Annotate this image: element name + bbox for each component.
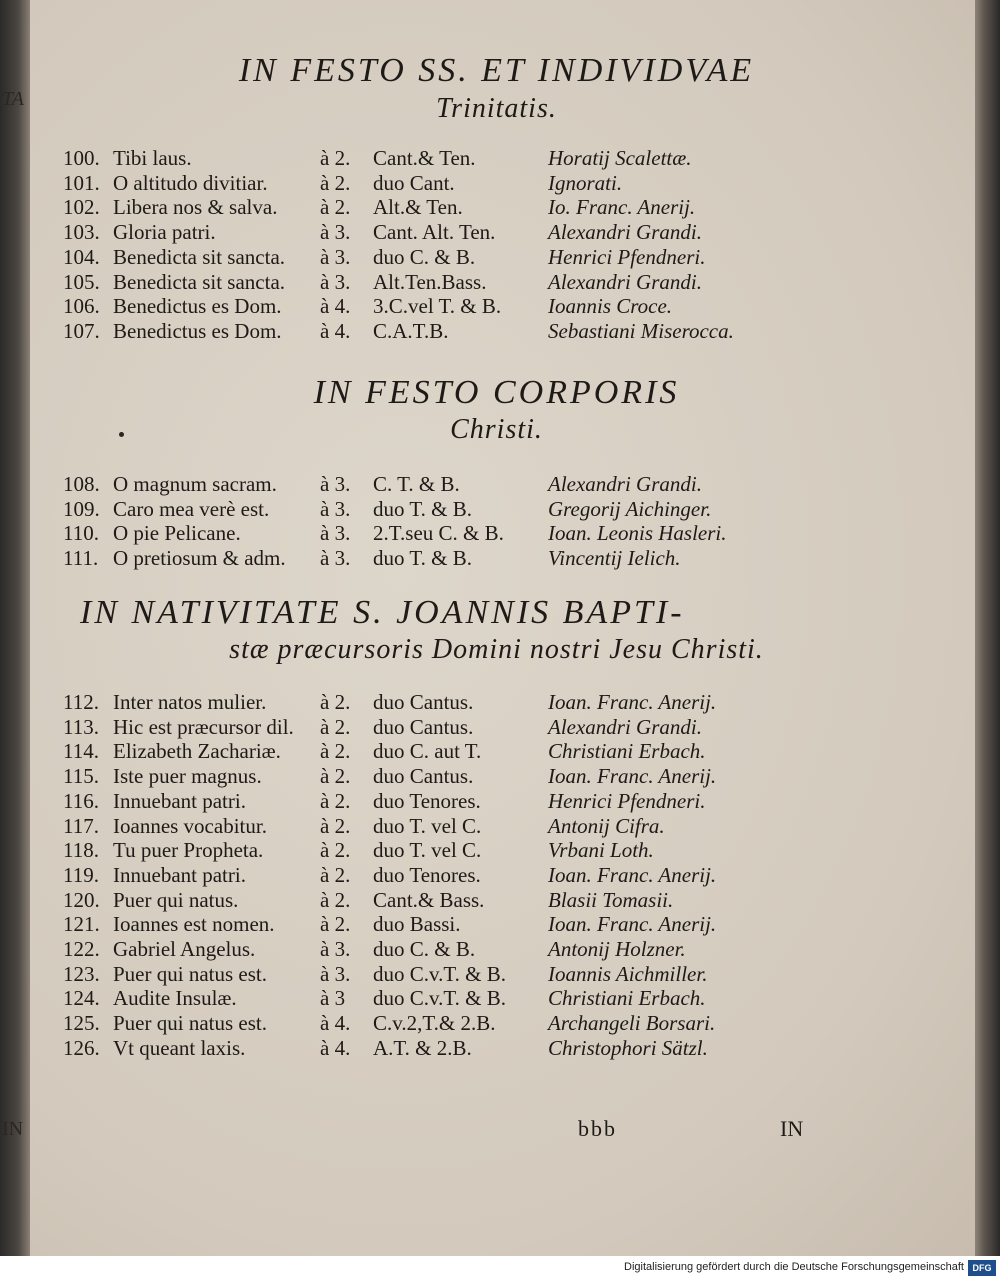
- catalog-entry: [18, 1036, 975, 1062]
- entry-number: 101.: [63, 170, 100, 195]
- entry-title: Inter natos mulier.: [113, 690, 267, 714]
- entry-voices: Alt.Ten.Bass.: [373, 269, 487, 294]
- entry-voice-count: à 4.: [320, 318, 351, 343]
- entry-composer: Blasii Tomasii.: [548, 887, 674, 912]
- entry-composer: Ioan. Leonis Hasleri.: [548, 521, 727, 546]
- catalog-entry: [18, 546, 975, 572]
- entry-composer: Henrici Pfendneri.: [548, 244, 706, 269]
- entry-composer: Ignorati.: [548, 170, 623, 195]
- catalog-entry: [18, 739, 975, 765]
- section-subheading-nativitate: stæ præcursoris Domini nostri Jesu Christi.: [229, 634, 764, 665]
- section-subheading-trinitatis: Trinitatis.: [436, 93, 557, 124]
- entry-title: Benedicta sit sancta.: [113, 269, 286, 294]
- entry-voices: duo Tenores.: [373, 788, 481, 813]
- entry-composer: Alexandri Grandi.: [548, 220, 702, 245]
- entry-voices: C. T. & B.: [373, 472, 460, 496]
- entry-number: 126.: [63, 1035, 100, 1060]
- entry-voices: duo T. vel C.: [373, 813, 482, 838]
- entry-number: 120.: [63, 887, 100, 912]
- catalog-entry: [18, 1011, 975, 1037]
- entry-voice-count: à 2.: [320, 739, 351, 764]
- catalog-entry: [18, 962, 975, 988]
- entry-voices: duo Cantus.: [373, 764, 474, 789]
- entry-title: Vt queant laxis.: [113, 1035, 246, 1060]
- entry-title: Tibi laus.: [113, 146, 192, 170]
- section-subheading-corporis: Christi.: [450, 414, 543, 445]
- entry-voice-count: à 2.: [320, 764, 351, 789]
- entry-voices: duo Cant.: [373, 170, 455, 195]
- entry-number: 117.: [63, 813, 99, 838]
- entry-composer: Christophori Sätzl.: [548, 1035, 708, 1060]
- catalog-entry: [18, 245, 975, 271]
- entry-composer: Alexandri Grandi.: [548, 472, 702, 496]
- catalog-entry: [18, 863, 975, 889]
- entry-title: Benedicta sit sancta.: [113, 244, 286, 269]
- section-heading-nativitate: IN NATIVITATE S. JOANNIS BAPTI-: [80, 594, 685, 631]
- page-signature: bbb: [578, 1116, 617, 1141]
- entry-voice-count: à 2.: [320, 690, 351, 714]
- entry-number: 124.: [63, 986, 100, 1011]
- entry-number: 102.: [63, 195, 100, 220]
- entry-voice-count: à 4.: [320, 1035, 351, 1060]
- entry-title: Caro mea verè est.: [113, 496, 270, 521]
- entry-title: Ioannes vocabitur.: [113, 813, 267, 838]
- catalog-entry: [18, 690, 975, 716]
- entry-number: 123.: [63, 961, 100, 986]
- entry-composer: Vrbani Loth.: [548, 838, 654, 863]
- entry-composer: Gregorij Aichinger.: [548, 496, 712, 521]
- entry-voice-count: à 3.: [320, 961, 351, 986]
- entry-voices: C.A.T.B.: [373, 318, 449, 343]
- entry-title: Puer qui natus est.: [113, 961, 267, 986]
- entry-voice-count: à 2.: [320, 195, 351, 220]
- entry-number: 113.: [63, 714, 99, 739]
- entry-title: Gabriel Angelus.: [113, 937, 256, 961]
- entry-voices: A.T. & 2.B.: [373, 1035, 472, 1060]
- entry-voices: duo Tenores.: [373, 862, 481, 887]
- entry-voices: 2.T.seu C. & B.: [373, 521, 504, 546]
- entry-title: O magnum sacram.: [113, 472, 277, 496]
- entry-title: Ioannes est nomen.: [113, 912, 275, 937]
- entry-composer: Ioan. Franc. Anerij.: [548, 862, 717, 887]
- catalog-entry: [18, 146, 975, 172]
- entry-voice-count: à 2.: [320, 862, 351, 887]
- catalog-entry: [18, 838, 975, 864]
- section-heading-corporis: IN FESTO CORPORIS: [313, 374, 680, 411]
- entry-voices: duo Bassi.: [373, 912, 461, 937]
- entry-composer: Vincentij Ielich.: [548, 546, 681, 571]
- entry-number: 125.: [63, 1011, 100, 1036]
- entry-voices: duo C.v.T. & B.: [373, 986, 507, 1011]
- entry-number: 119.: [63, 862, 99, 887]
- entry-voice-count: à 3.: [320, 937, 351, 961]
- catalog-entry: [18, 715, 975, 741]
- entry-number: 103.: [63, 220, 100, 245]
- left-footer-fragment: IN: [2, 1118, 24, 1140]
- entry-composer: Christiani Erbach.: [548, 739, 706, 764]
- entry-number: 109.: [63, 496, 100, 521]
- entry-composer: Alexandri Grandi.: [548, 714, 702, 739]
- entry-voices: duo C. & B.: [373, 244, 476, 269]
- entry-voices: 3.C.vel T. & B.: [373, 294, 502, 319]
- entry-number: 114.: [63, 739, 99, 764]
- entry-composer: Christiani Erbach.: [548, 986, 706, 1011]
- catalog-entry: [18, 888, 975, 914]
- entry-title: Hic est præcursor dil.: [113, 714, 294, 739]
- entry-composer: Archangeli Borsari.: [548, 1011, 716, 1036]
- entry-composer: Ioannis Croce.: [548, 294, 673, 319]
- entry-voice-count: à 2.: [320, 912, 351, 937]
- digitization-footer: [0, 1256, 1000, 1281]
- entry-title: O pretiosum & adm.: [113, 546, 286, 571]
- entry-voices: C.v.2,T.& 2.B.: [373, 1011, 496, 1036]
- catalog-entry: [18, 937, 975, 963]
- entry-title: Elizabeth Zachariæ.: [113, 739, 281, 764]
- entry-title: O altitudo divitiar.: [113, 170, 268, 195]
- entry-voice-count: à 3.: [320, 269, 351, 294]
- entry-title: Libera nos & salva.: [113, 195, 278, 220]
- entry-voices: Cant.& Bass.: [373, 887, 485, 912]
- entry-number: 111.: [63, 546, 99, 571]
- section-heading-trinitatis: IN FESTO SS. ET INDIVIDVAE: [238, 52, 755, 89]
- entry-number: 116.: [63, 788, 99, 813]
- catalog-entry: [18, 789, 975, 815]
- entry-composer: Antonij Cifra.: [548, 813, 665, 838]
- entry-title: Tu puer Propheta.: [113, 838, 264, 863]
- entry-composer: Io. Franc. Anerij.: [548, 195, 696, 220]
- entry-voices: duo C.v.T. & B.: [373, 961, 507, 986]
- digitization-notice: Digitalisierung gefördert durch die Deutsche Forschungsgemeinschaft: [624, 1261, 964, 1273]
- entry-composer: Ioan. Franc. Anerij.: [548, 690, 717, 714]
- entry-composer: Horatij Scalettæ.: [548, 146, 692, 170]
- entry-composer: Ioan. Franc. Anerij.: [548, 764, 717, 789]
- entry-voice-count: à 2.: [320, 813, 351, 838]
- entry-voice-count: à 3.: [320, 472, 351, 496]
- entry-voices: duo C. aut T.: [373, 739, 482, 764]
- entry-number: 115.: [63, 764, 99, 789]
- entry-number: 112.: [63, 690, 99, 714]
- catalog-entry: [18, 497, 975, 523]
- entry-composer: Henrici Pfendneri.: [548, 788, 706, 813]
- entry-number: 105.: [63, 269, 100, 294]
- catalog-entry: [18, 912, 975, 938]
- entry-voice-count: à 2.: [320, 788, 351, 813]
- entry-title: Benedictus es Dom.: [113, 294, 282, 319]
- entry-title: Gloria patri.: [113, 220, 216, 245]
- entry-number: 110.: [63, 521, 99, 546]
- catalog-entry: [18, 270, 975, 296]
- entry-voice-count: à 2.: [320, 170, 351, 195]
- entry-composer: Ioannis Aichmiller.: [548, 961, 708, 986]
- entry-title: Benedictus es Dom.: [113, 318, 282, 343]
- entry-title: Puer qui natus est.: [113, 1011, 267, 1036]
- catalog-entry: [18, 764, 975, 790]
- entry-title: Innuebant patri.: [113, 788, 246, 813]
- entry-title: Innuebant patri.: [113, 862, 246, 887]
- entry-number: 122.: [63, 937, 100, 961]
- entry-voices: duo Cantus.: [373, 690, 474, 714]
- entry-voices: Cant.& Ten.: [373, 146, 476, 170]
- entry-number: 106.: [63, 294, 100, 319]
- entry-voice-count: à 3: [320, 986, 346, 1011]
- entry-number: 100.: [63, 146, 100, 170]
- entry-voices: Cant. Alt. Ten.: [373, 220, 496, 245]
- entry-title: Puer qui natus.: [113, 887, 239, 912]
- catalog-entry: [18, 814, 975, 840]
- entry-voices: duo T. & B.: [373, 546, 472, 571]
- catalog-entry: [18, 319, 975, 345]
- entry-title: Audite Insulæ.: [113, 986, 237, 1011]
- entry-voice-count: à 2.: [320, 838, 351, 863]
- entry-voices: duo Cantus.: [373, 714, 474, 739]
- entry-composer: Ioan. Franc. Anerij.: [548, 912, 717, 937]
- entry-composer: Sebastiani Miserocca.: [548, 318, 734, 343]
- entry-number: 107.: [63, 318, 100, 343]
- entry-title: Iste puer magnus.: [113, 764, 262, 789]
- ink-dot: [119, 432, 124, 437]
- entry-number: 118.: [63, 838, 99, 863]
- entry-composer: Alexandri Grandi.: [548, 269, 702, 294]
- catalog-entry: [18, 986, 975, 1012]
- entry-voice-count: à 2.: [320, 714, 351, 739]
- left-margin-fragment: TA: [2, 88, 24, 110]
- catalog-entry: [18, 521, 975, 547]
- dfg-logo: DFG: [968, 1260, 996, 1276]
- entry-title: O pie Pelicane.: [113, 521, 241, 546]
- entry-voice-count: à 4.: [320, 1011, 351, 1036]
- entry-voices: duo T. vel C.: [373, 838, 482, 863]
- entry-voices: duo T. & B.: [373, 496, 472, 521]
- catchword: IN: [780, 1116, 804, 1141]
- catalog-entry: [18, 171, 975, 197]
- entry-voices: duo C. & B.: [373, 937, 476, 961]
- entry-voice-count: à 2.: [320, 146, 351, 170]
- entry-voice-count: à 3.: [320, 496, 351, 521]
- entry-voice-count: à 3.: [320, 546, 351, 571]
- catalog-entry: [18, 220, 975, 246]
- entry-number: 108.: [63, 472, 100, 496]
- catalog-entry: [18, 294, 975, 320]
- entry-number: 104.: [63, 244, 100, 269]
- catalog-entry: [18, 195, 975, 221]
- entry-voice-count: à 3.: [320, 220, 351, 245]
- entry-number: 121.: [63, 912, 100, 937]
- entry-voice-count: à 3.: [320, 244, 351, 269]
- entry-voices: Alt.& Ten.: [373, 195, 463, 220]
- catalog-entry: [18, 472, 975, 498]
- entry-composer: Antonij Holzner.: [548, 937, 686, 961]
- entry-voice-count: à 3.: [320, 521, 351, 546]
- entry-voice-count: à 2.: [320, 887, 351, 912]
- entry-voice-count: à 4.: [320, 294, 351, 319]
